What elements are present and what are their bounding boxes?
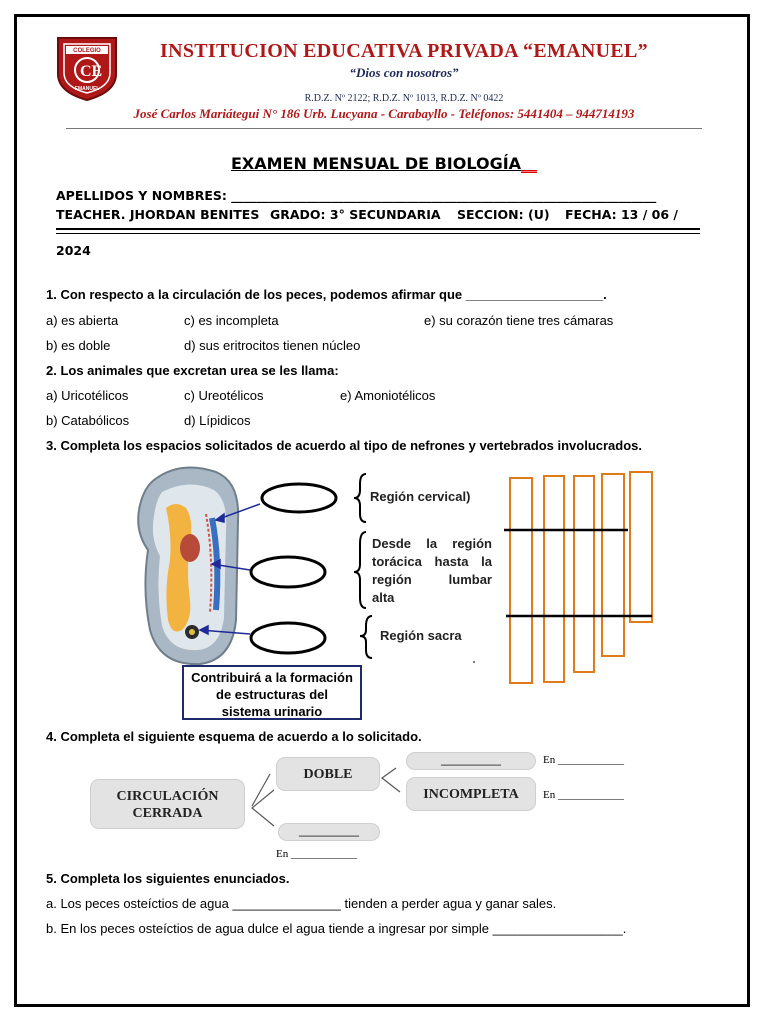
info-divider-top (56, 228, 700, 230)
exam-info-row (56, 207, 716, 222)
question-4: 4. Completa el siguiente esquema de acuerdo a lo solicitado. (46, 729, 422, 744)
header-divider (66, 128, 702, 129)
question-5: 5. Completa los siguientes enunciados. (46, 871, 290, 886)
q2-option-a: a) Uricotélicos (46, 388, 129, 403)
root-line-2: CERRADA (132, 806, 203, 821)
question-3: 3. Completa los espacios solicitados de acuerdo al tipo de nefrones y vertebrados involucrados. (46, 438, 643, 453)
toracica-line-3: región lumbar (372, 572, 492, 587)
q2-option-c: c) Ureotélicos (184, 388, 264, 403)
scheme-blank-doble-1[interactable]: __________ (406, 752, 536, 770)
note-line-2: de estructuras del (216, 687, 328, 702)
svg-text:EMANUEL: EMANUEL (74, 86, 100, 92)
scheme-node-incompleta: INCOMPLETA (406, 777, 536, 811)
label-region-cervical: Región cervical) (370, 489, 471, 504)
info-divider-bottom (56, 233, 700, 234)
note-line-3: sistema urinario (221, 704, 323, 719)
question-2: 2. Los animales que excretan urea se les llama: (46, 363, 339, 378)
blank-oval-toracica (251, 557, 325, 587)
label-region-toracica (372, 535, 492, 607)
q2-option-e: e) Amoniotélicos (340, 388, 436, 403)
q2-option-b: b) Catabólicos (46, 413, 130, 428)
note-line-1: Contribuirá a la formación (191, 670, 353, 685)
q1-option-a: a) es abierta (46, 313, 119, 328)
toracica-line-4: alta (372, 590, 395, 605)
teacher-name: TEACHER. JHORDAN BENITES (56, 207, 260, 222)
svg-text:CE: CE (80, 63, 103, 80)
grade: GRADO: 3° SECUNDARIA (270, 207, 441, 222)
school-crest-logo (56, 36, 118, 102)
date-year: 2024 (56, 243, 91, 258)
toracica-line-1: Desde la región (372, 536, 492, 551)
exam-title-suffix: __ (521, 154, 538, 173)
q1-option-e: e) su corazón tiene tres cámaras (424, 313, 614, 328)
en-blank-1[interactable]: En ____________ (543, 754, 624, 766)
q2-option-d: d) Lípidicos (184, 413, 251, 428)
scheme-root-circulacion-cerrada (90, 779, 245, 829)
en-blank-2[interactable]: En ____________ (543, 789, 624, 801)
exam-title (0, 154, 768, 173)
en-blank-3[interactable]: En ____________ (276, 848, 357, 860)
question-1: 1. Con respecto a la circulación de los peces, podemos afirmar que ___________________. (46, 287, 607, 302)
school-resolutions: R.D.Z. Nº 2122; R.D.Z. Nº 1013, R.D.Z. Nº 0422 (304, 93, 504, 104)
q1-option-b: b) es doble (46, 338, 111, 353)
svg-text:COLEGIO: COLEGIO (73, 48, 101, 54)
toracica-line-2: torácica hasta la (372, 554, 492, 569)
exam-title-text: EXAMEN MENSUAL DE BIOLOGÍA (230, 154, 522, 173)
nephron-tubules (510, 472, 652, 683)
q1-option-d: d) sus eritrocitos tienen núcleo (184, 338, 361, 353)
blank-oval-sacra (251, 623, 325, 653)
urinary-system-note (182, 665, 362, 720)
label-region-sacra: Región sacra (380, 628, 462, 643)
q5-statement-a: a. Los peces osteíctios de agua _______________ tienden a perder agua y ganar sales. (46, 896, 557, 911)
section: SECCION: (U) (457, 207, 550, 222)
blank-oval-cervical (262, 484, 336, 512)
scheme-blank-bottom[interactable]: __________ (278, 823, 380, 841)
student-name-field[interactable]: APELLIDOS Y NOMBRES: ____________________________________________________________________ (56, 188, 657, 203)
scheme-node-doble: DOBLE (276, 757, 380, 791)
school-address: José Carlos Mariátegui N° 186 Urb. Lucyana - Carabayllo - Teléfonos: 5441404 – 944714193 (133, 106, 635, 121)
q1-option-c: c) es incompleta (184, 313, 279, 328)
q5-statement-b: b. En los peces osteíctios de agua dulce el agua tiende a ingresar por simple __________________. (46, 921, 627, 936)
date: FECHA: 13 / 06 / (565, 207, 678, 222)
root-line-1: CIRCULACIÓN (116, 789, 219, 804)
school-name: INSTITUCION EDUCATIVA PRIVADA “EMANUEL” (160, 40, 648, 62)
school-motto: “Dios con nosotros” (349, 65, 459, 80)
